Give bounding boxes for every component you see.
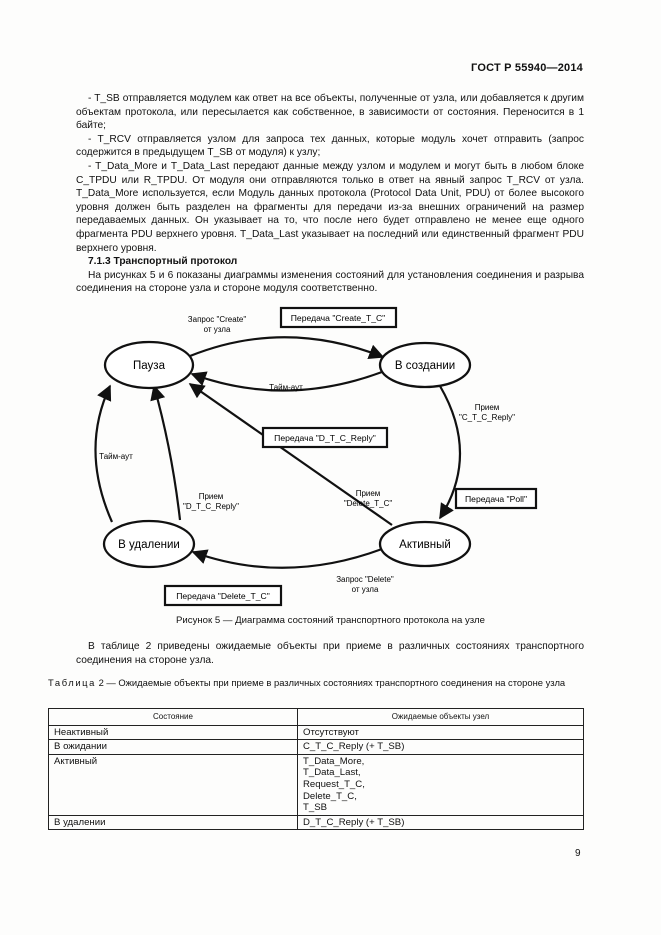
label-delete-request: Запрос "Delete" <box>336 575 394 584</box>
paragraph-table-intro: В таблице 2 приведены ожидаемые объекты при приеме в различных состояниях транспортного соединения на стороне узла. <box>76 641 584 666</box>
table-caption-text: 2 — Ожидаемые объекты при приеме в различных состояниях транспортного соединения на стороне узла <box>95 677 566 688</box>
table-row <box>49 725 584 740</box>
paragraph-figures-intro: На рисунках 5 и 6 показаны диаграммы изменения состояний для установления соединения и разрыва соединения на стороне узла и стороне модуля соответственно. <box>76 269 584 295</box>
paragraph-t-data: - T_Data_More и T_Data_Last передают данные между узлом и модулем и могут быть в любом блоке C_TPDU или R_TPDU. От модуля они отправляются только в ответ на явный запрос T_RCV от узла. T_Data_More используется, если Модуль данных протокола (Protocol Data Unit, PDU) от более высокого уровня должен быть разделен на фрагменты для передачи из-за внешних ограничений на размер передаваемых данных. Он указывает на то, что после него будет отправлено не менее еще одного фрагмента PDU верхнего уровня. T_Data_Last указывает на последний или единственный фрагмент PDU верхнего уровня. <box>76 160 584 254</box>
table-caption-word: Таблица <box>48 677 96 688</box>
label-recv-ctc-reply: "C_T_C_Reply" <box>459 413 515 422</box>
paragraph-t-rcv: - T_RCV отправляется узлом для запроса тех данных, которые модуль хочет отправить (запрос содержится в предыдущем T_SB от модуля) к узлу; <box>76 133 584 159</box>
state-pause <box>105 342 193 388</box>
arrow-pause-to-creating <box>190 337 383 357</box>
paragraph-t-sb: - T_SB отправляется модулем как ответ на все объекты, полученные от узла, или добавляется к другим объектам протокола, или пересылается как собственное, в зависимости от состояния. Переносится в 1 байте; <box>76 93 584 132</box>
label-timeout-top: Тайм-аут <box>269 383 303 392</box>
page-number: 9 <box>575 848 581 859</box>
svg-text:Передача "D_T_C_Reply": Передача "D_T_C_Reply" <box>274 433 376 443</box>
svg-text:Пауза: Пауза <box>133 360 165 372</box>
svg-text:Передача "Delete_T_C": Передача "Delete_T_C" <box>176 591 270 601</box>
table-row <box>49 815 584 830</box>
cell-state: В удалении <box>49 815 298 830</box>
cell-objects: T_Data_More, T_Data_Last, Request_T_C, Delete_T_C, T_SB <box>298 754 584 815</box>
box-send-poll <box>456 489 536 508</box>
cell-objects: Отсутствуют <box>298 725 584 740</box>
label-recv-delete-tc: "Delete_T_C" <box>343 499 393 508</box>
cell-state: Неактивный <box>49 725 298 740</box>
label-recv-dtc-reply: "D_T_C_Reply" <box>183 502 239 511</box>
cell-state: В ожидании <box>49 740 298 755</box>
figure-caption: Рисунок 5 — Диаграмма состояний транспортного протокола на узле <box>176 615 485 626</box>
section-heading: 7.1.3 Транспортный протокол <box>88 256 238 268</box>
expected-objects-table <box>48 708 584 830</box>
svg-text:В удалении: В удалении <box>118 539 180 551</box>
svg-text:В создании: В создании <box>394 360 456 372</box>
box-send-delete <box>165 586 281 605</box>
svg-text:Передача "Poll": Передача "Poll" <box>464 494 528 504</box>
label-create-request: Запрос "Create" <box>187 315 247 324</box>
header-objects: Ожидаемые объекты узел <box>298 709 584 726</box>
standard-header: ГОСТ Р 55940—2014 <box>471 62 583 74</box>
label-create-request-from-host: от узла <box>203 325 231 334</box>
box-send-create <box>281 308 396 327</box>
arrow-deleting-to-pause-dtc <box>154 386 180 520</box>
label-recv-ctc: Прием <box>474 403 500 412</box>
state-active <box>380 522 470 566</box>
svg-text:Передача "Create_T_C": Передача "Create_T_C" <box>290 313 386 323</box>
cell-state: Активный <box>49 754 298 815</box>
cell-objects: C_T_C_Reply (+ T_SB) <box>298 740 584 755</box>
state-deleting <box>104 521 194 567</box>
label-recv-delete: Прием <box>355 489 381 498</box>
table-caption <box>48 677 584 689</box>
table-row <box>49 754 584 815</box>
cell-objects: D_T_C_Reply (+ T_SB) <box>298 815 584 830</box>
table-row <box>49 740 584 755</box>
body-text-bottom <box>76 640 584 667</box>
state-creating <box>380 343 470 387</box>
label-recv-dtc: Прием <box>198 492 224 501</box>
box-send-dtc-reply <box>263 428 387 447</box>
label-delete-request-from-host: от узла <box>351 585 379 594</box>
arrow-active-to-deleting <box>193 549 382 568</box>
svg-text:Активный: Активный <box>399 539 451 551</box>
header-state: Состояние <box>49 709 298 726</box>
table-header-row <box>49 709 584 726</box>
label-timeout-left: Тайм-аут <box>99 452 133 461</box>
